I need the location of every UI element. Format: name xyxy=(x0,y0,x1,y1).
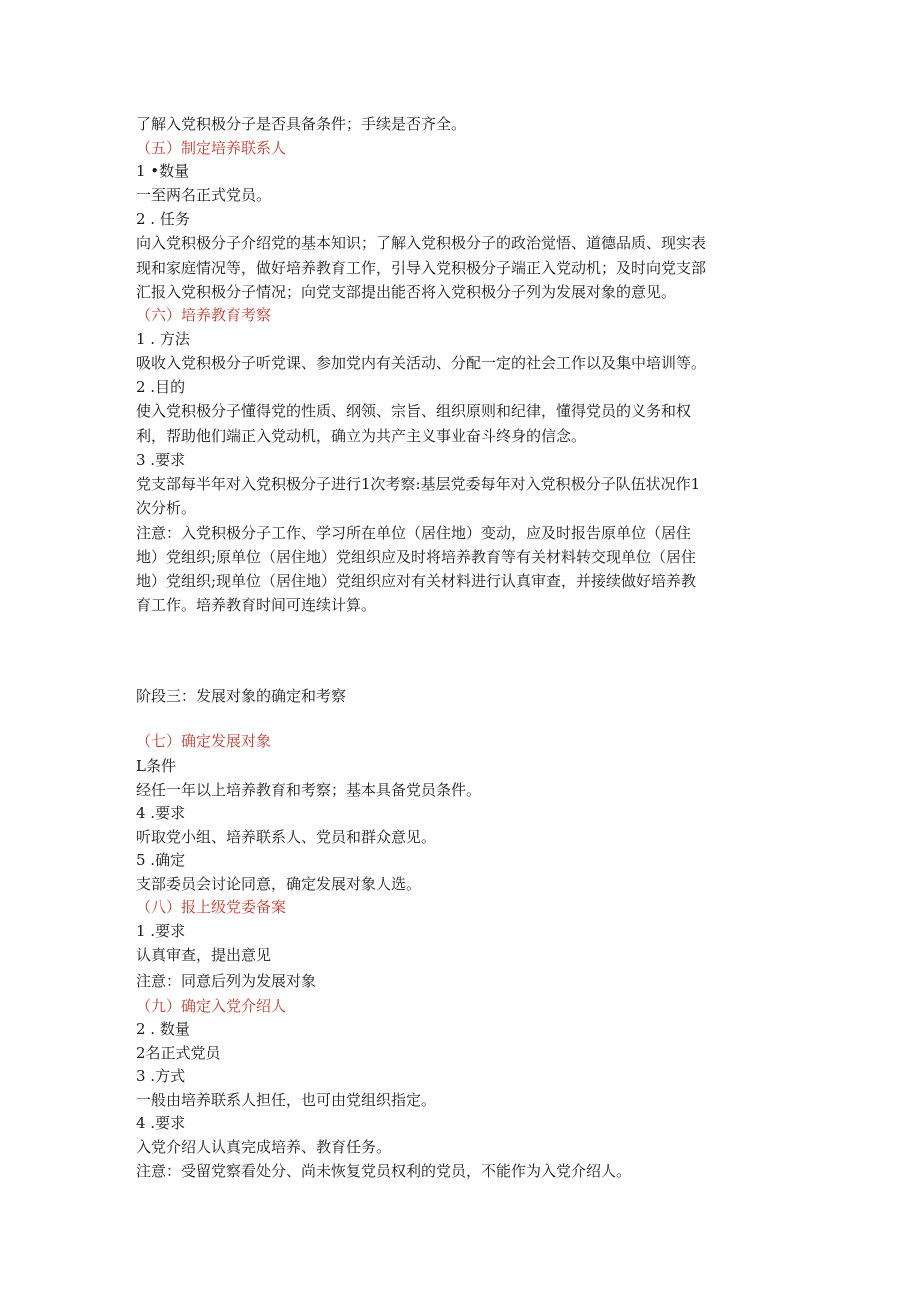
note-line: 注意：入党积极分子工作、学习所在单位（居住地）变动，应及时报告原单位（居住 xyxy=(136,524,692,542)
list-item-label: 2 . 任务 xyxy=(136,210,190,228)
note-line: 育工作。培养教育时间可连续计算。 xyxy=(136,596,377,614)
list-item-label: 1 •数量 xyxy=(136,162,190,180)
body-line: 听取党小组、培养联系人、党员和群众意见。 xyxy=(136,828,437,846)
note-line: 地）党组织;原单位（居住地）党组织应及时将培养教育等有关材料转交现单位（居住 xyxy=(136,548,697,566)
body-line: 使入党积极分子懂得党的性质、纲领、宗旨、组织原则和纪律，懂得党员的义务和权 xyxy=(136,402,692,420)
body-line: 了解入党积极分子是否具备条件；手续是否齐全。 xyxy=(136,115,467,133)
list-item-label: L条件 xyxy=(136,757,176,775)
body-line: 经任一年以上培养教育和考察；基本具备党员条件。 xyxy=(136,781,482,799)
list-item-label: 3 .方式 xyxy=(136,1067,186,1085)
note-line: 注意：受留党察看处分、尚未恢复党员权利的党员，不能作为入党介绍人。 xyxy=(136,1162,632,1180)
section-heading-8: （八）报上级党委备案 xyxy=(136,898,287,916)
body-line: 汇报入党积极分子情况；向党支部提出能否将入党积极分子列为发展对象的意见。 xyxy=(136,283,677,301)
list-item-label: 4 .要求 xyxy=(136,1114,186,1132)
list-item-label: 5 .确定 xyxy=(136,851,186,869)
section-heading-6: （六）培养教育考察 xyxy=(136,306,272,324)
list-item-label: 1 .要求 xyxy=(136,922,186,940)
list-item-label: 4 .要求 xyxy=(136,804,186,822)
body-line: 次分析。 xyxy=(136,499,197,517)
list-item-label: 2 .目的 xyxy=(136,378,186,396)
list-item-label: 3 .要求 xyxy=(136,451,186,469)
note-line: 注意：同意后列为发展对象 xyxy=(136,972,317,990)
stage-title: 阶段三：发展对象的确定和考察 xyxy=(136,687,347,705)
body-line: 向入党积极分子介绍党的基本知识；了解入党积极分子的政治觉悟、道德品质、现实表 xyxy=(136,234,707,252)
body-line: 入党介绍人认真完成培养、教育任务。 xyxy=(136,1138,392,1156)
body-line: 利，帮助他们端正入党动机，确立为共产主义事业奋斗终身的信念。 xyxy=(136,427,587,445)
body-line: 支部委员会讨论同意，确定发展对象人选。 xyxy=(136,875,422,893)
body-line: 党支部每半年对入党积极分子进行1次考察:基层党委每年对入党积极分子队伍状况作1 xyxy=(136,475,701,493)
list-item-label: 1 . 方法 xyxy=(136,330,190,348)
body-line: 2名正式党员 xyxy=(136,1044,221,1062)
body-line: 一至两名正式党员。 xyxy=(136,186,272,204)
body-line: 认真审查，提出意见 xyxy=(136,946,272,964)
body-line: 现和家庭情况等，做好培养教育工作，引导入党积极分子端正入党动机；及时向党支部 xyxy=(136,259,707,277)
body-line: 吸收入党积极分子听党课、参加党内有关活动、分配一定的社会工作以及集中培训等。 xyxy=(136,354,707,372)
note-line: 地）党组织;现单位（居住地）党组织应对有关材料进行认真审查，并接续做好培养教 xyxy=(136,572,697,590)
body-line: 一般由培养联系人担任，也可由党组织指定。 xyxy=(136,1091,437,1109)
section-heading-7: （七）确定发展对象 xyxy=(136,732,272,750)
section-heading-9: （九）确定入党介绍人 xyxy=(136,997,287,1015)
section-heading-5: （五）制定培养联系人 xyxy=(136,139,287,157)
list-item-label: 2 . 数量 xyxy=(136,1020,190,1038)
